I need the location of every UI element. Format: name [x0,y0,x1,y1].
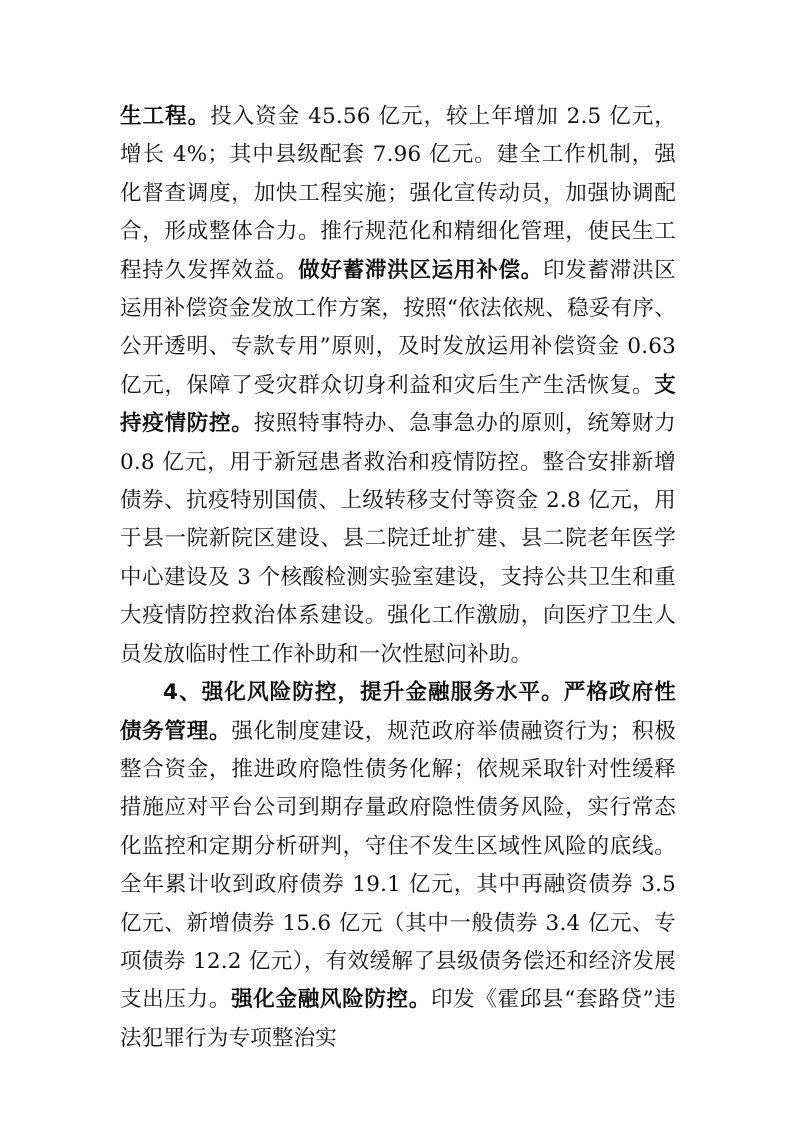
body-text: 印发《霍邱县“套路贷”违法犯罪行为专项整治实 [120,987,676,1051]
body-text: 按照特事特办、急事急办的原则，统筹财力 0.8 亿元，用于新冠患者救治和疫情防控。整合安排新增债券、抗疫特别国债、上级转移支付等资金 2.8 亿元，用于县一院新院区建设、县二院迁址扩建、县二院老年医学中心建设及 3 个核酸检测实验室建设，支持公共卫生和重大疫情防控救治体系建设。强化工作激励，向医疗卫生人员发放临时性工作补助和一次性慰问补助。 [120,411,676,667]
bold-heading: 4、强化风险防控，提升金融服务水平。严格政府性债务管理。 [120,680,676,744]
bold-heading: 生工程。 [120,104,211,129]
paragraph-risk-control [120,674,676,1058]
body-text: 强化制度建设，规范政府举债融资行为；积极整合资金，推进政府隐性债务化解；依规采取针对性缓释措施应对平台公司到期存量政府隐性债务风险，实行常态化监控和定期分析研判，守住不发生区域性风险的底线。全年累计收到政府债券 19.1 亿元，其中再融资债券 3.5 亿元、新增债券 15.6 亿元（其中一般债券 3.4 亿元、专项债券 12.2 亿元），有效缓解了县级债务偿还和经济发展支出压力。 [120,718,676,1013]
paragraph-livelihood [120,98,676,674]
body-text: 印发蓄滞洪区运用补偿资金发放工作方案，按照“依法依规、稳妥有序、公开透明、专款专用”原则，及时发放运用补偿资金 0.63 亿元，保障了受灾群众切身利益和灾后生产生活恢复。 [120,257,677,398]
body-text: 投入资金 45.56 亿元，较上年增加 2.5 亿元，增长 4%；其中县级配套 7.96 亿元。建全工作机制，强化督查调度，加快工程实施；强化宣传动员，加强协调配合，形成整体合力。推行规范化和精细化管理，使民生工程持久发挥效益。 [120,104,676,283]
bold-heading: 支持疫情防控。 [120,372,676,437]
bold-heading: 做好蓄滞洪区运用补偿。 [298,257,543,283]
bold-heading: 强化金融风险防控。 [231,987,431,1013]
document-page [120,98,676,1058]
